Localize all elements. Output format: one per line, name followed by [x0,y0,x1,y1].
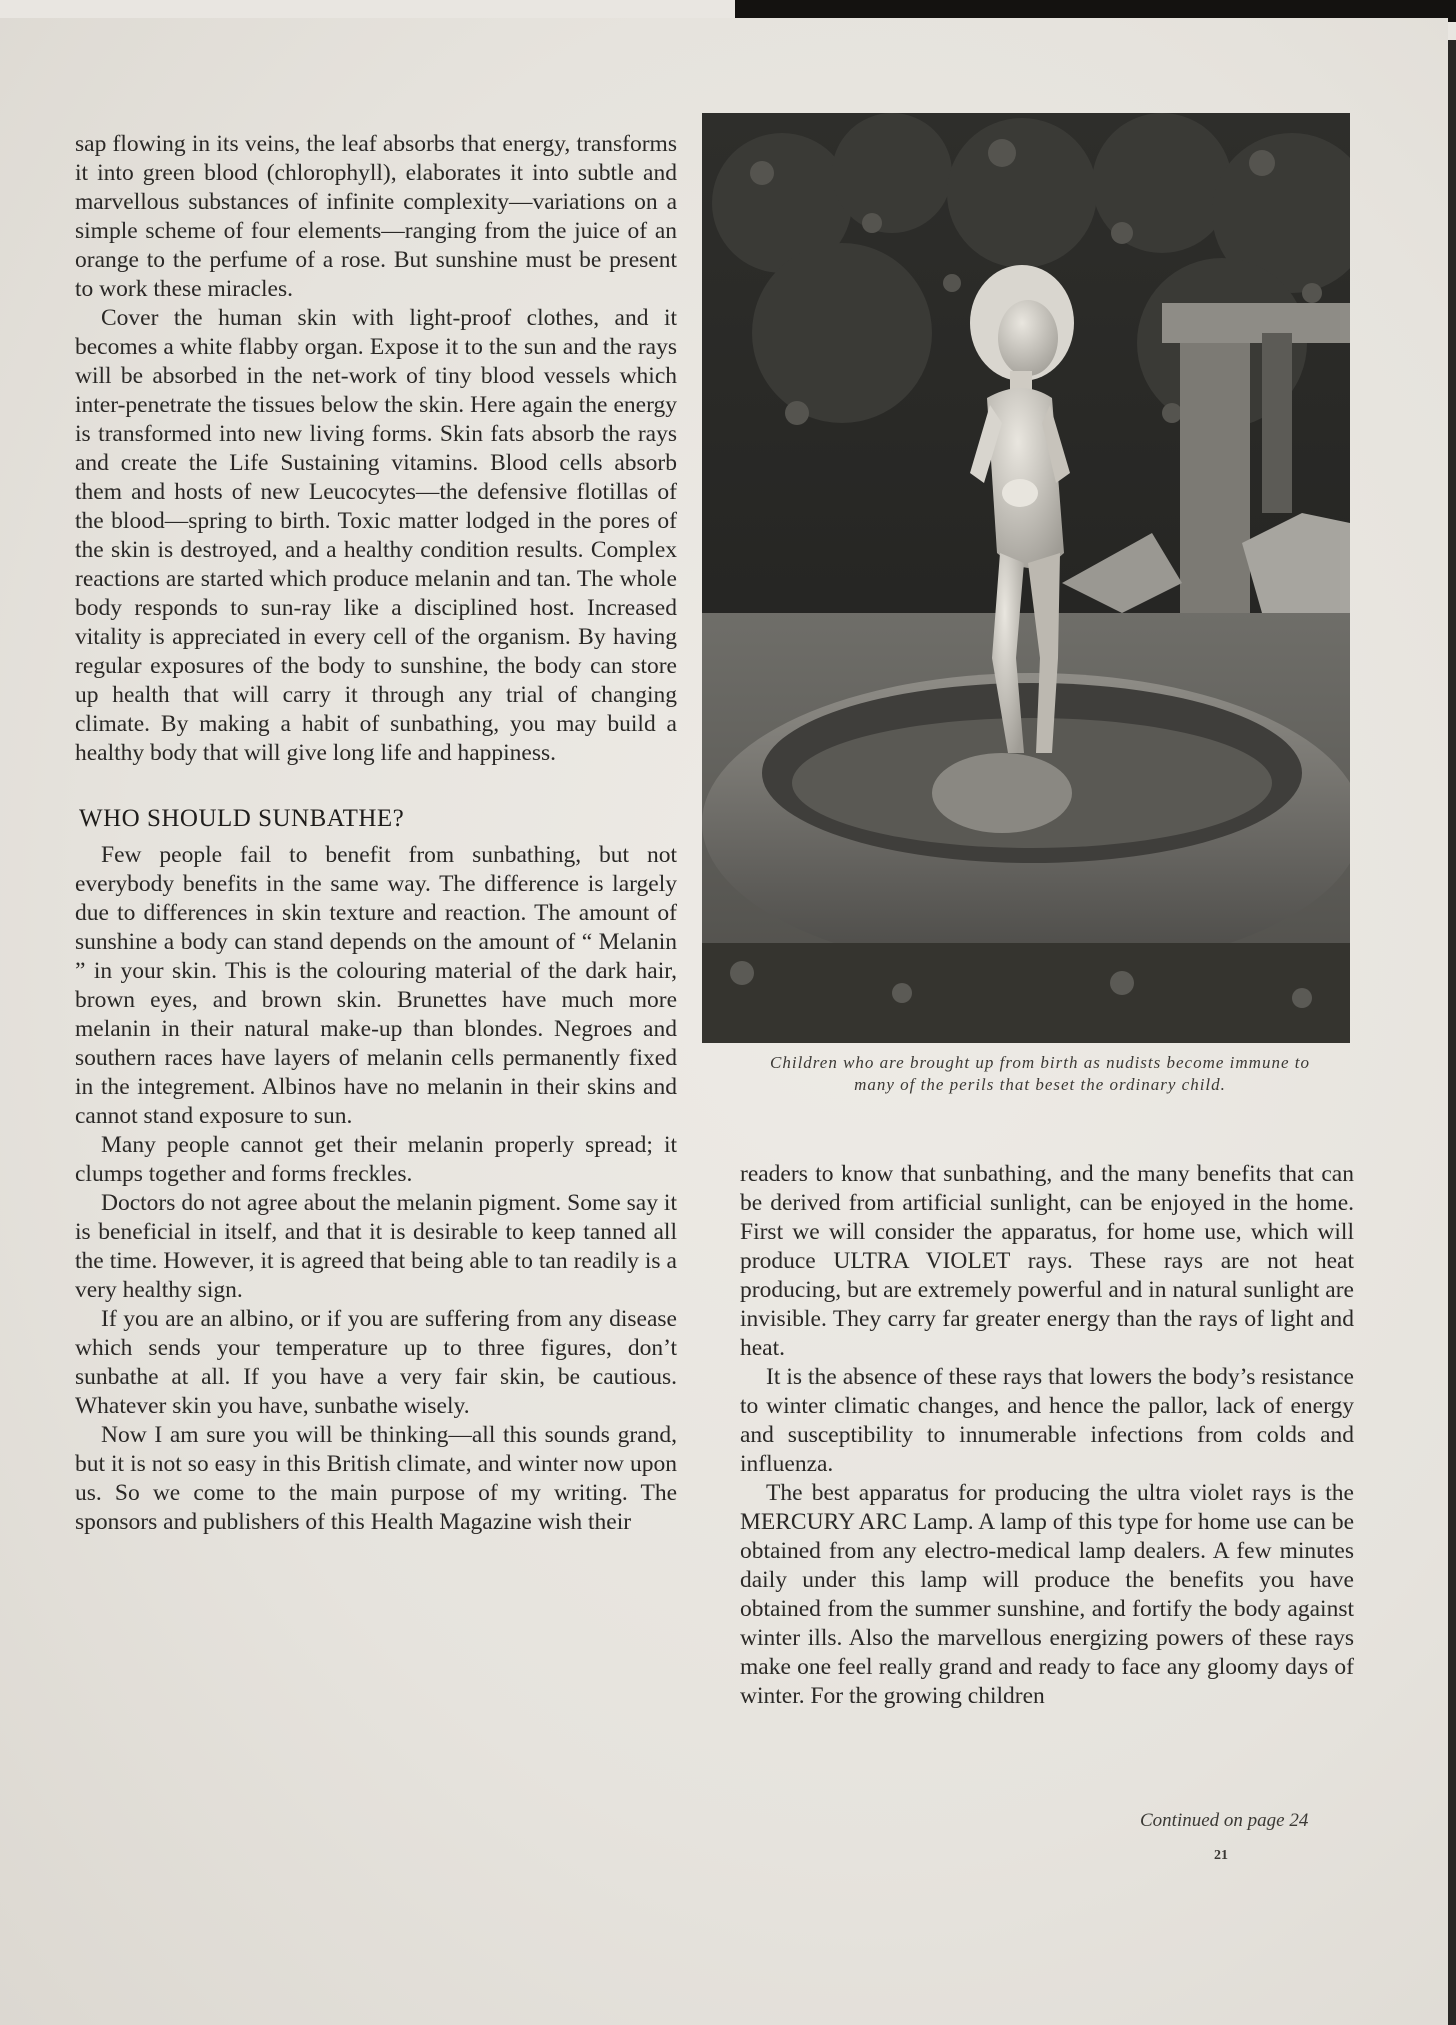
left-text-column [75,130,677,1537]
left-paragraph-5: Doctors do not agree about the melanin pigment. Some say it is beneficial in itself, and that it is desirable to keep tanned all the time. However, it is agreed that being able to tan readily is a very healthy sign. [75,1190,677,1303]
left-paragraph-7: Now I am sure you will be thinking—all this sounds grand, but it is not so easy in this British climate, and winter now upon us. So we come to the main purpose of my writing. The sponsors and publishers of this Health Magazine wish their [75,1422,677,1535]
left-paragraph-1: sap flowing in its veins, the leaf absorbs that energy, transforms it into green blood (chlorophyll), elaborates it into subtle and marvellous substances of infinite complexity—variations on a simple scheme of four elements—ranging from the juice of an orange to the perfume of a rose. But sunshine must be present to work these miracles. [75,131,677,302]
right-paragraph-1: readers to know that sunbathing, and the many benefits that can be derived from artificial sunlight, can be enjoyed in the home. First we will consider the apparatus, for home use, which will produce ULTRA VIOLET rays. These rays are not heat producing, but are extremely powerful and in natural sunlight are invisible. They carry far greater energy than the rays of light and heat. [740,1161,1354,1361]
right-paragraph-3: The best apparatus for producing the ultra violet rays is the MERCURY ARC Lamp. A lamp of this type for home use can be obtained from any electro-medical lamp dealers. A few minutes daily under this lamp will produce the benefits you have obtained from the summer sunshine, and fortify the body against winter ills. Also the marvellous energizing powers of these rays make one feel really grand and ready to face any gloomy days of winter. For the growing children [740,1480,1354,1709]
photo-caption: Children who are brought up from birth as nudists become immune to many of the perils that beset the ordinary child. [770,1053,1310,1094]
left-paragraph-6: If you are an albino, or if you are suffering from any disease which sends your temperature up to three figures, don’t sunbathe at all. If you have a very fair skin, be cautious. Whatever skin you have, sunbathe wisely. [75,1306,677,1419]
left-paragraph-2: Cover the human skin with light-proof clothes, and it becomes a white flabby organ. Expose it to the sun and the rays will be absorbed in the net-work of tiny blood vessels which inter-penetrate the tissues below the skin. Here again the energy is transformed into new living forms. Skin fats absorb the rays and create the Life Sustaining vitamins. Blood cells absorb them and hosts of new Leucocytes—the defensive flotillas of the blood—spring to birth. Toxic matter lodged in the pores of the skin is destroyed, and a healthy condition results. Complex reactions are started which produce melanin and tan. The whole body responds to sun-ray like a disciplined host. Increased vitality is appreciated in every cell of the organism. By having regular exposures of the body to sunshine, the body can store up health that will carry it through any trial of changing climate. By making a habit of sunbathing, you may build a healthy body that will give long life and happiness. [75,305,677,766]
magazine-page [0,18,1448,2025]
photograph-child-on-stone-basin [702,113,1350,1043]
section-heading: WHO SHOULD SUNBATHE? [79,805,405,832]
page-number: 21 [1214,1848,1228,1863]
continued-note: Continued on page 24 [1140,1810,1309,1831]
right-text-column [740,1160,1354,1711]
left-paragraph-4: Many people cannot get their melanin properly spread; it clumps together and forms freckles. [75,1132,677,1187]
right-paragraph-2: It is the absence of these rays that lowers the body’s resistance to winter climatic changes, and hence the pallor, lack of energy and susceptibility to innumerable infections from colds and influenza. [740,1364,1354,1477]
left-paragraph-3: Few people fail to benefit from sunbathing, but not everybody benefits in the same way. The difference is largely due to differences in skin texture and reaction. The amount of sunshine a body can stand depends on the amount of “ Melanin ” in your skin. This is the colouring material of the dark hair, brown eyes, and brown skin. Brunettes have much more melanin in their natural make-up than blondes. Negroes and southern races have layers of melanin cells permanently fixed in the integrement. Albinos have no melanin in their skins and cannot stand exposure to sun. [75,842,677,1129]
